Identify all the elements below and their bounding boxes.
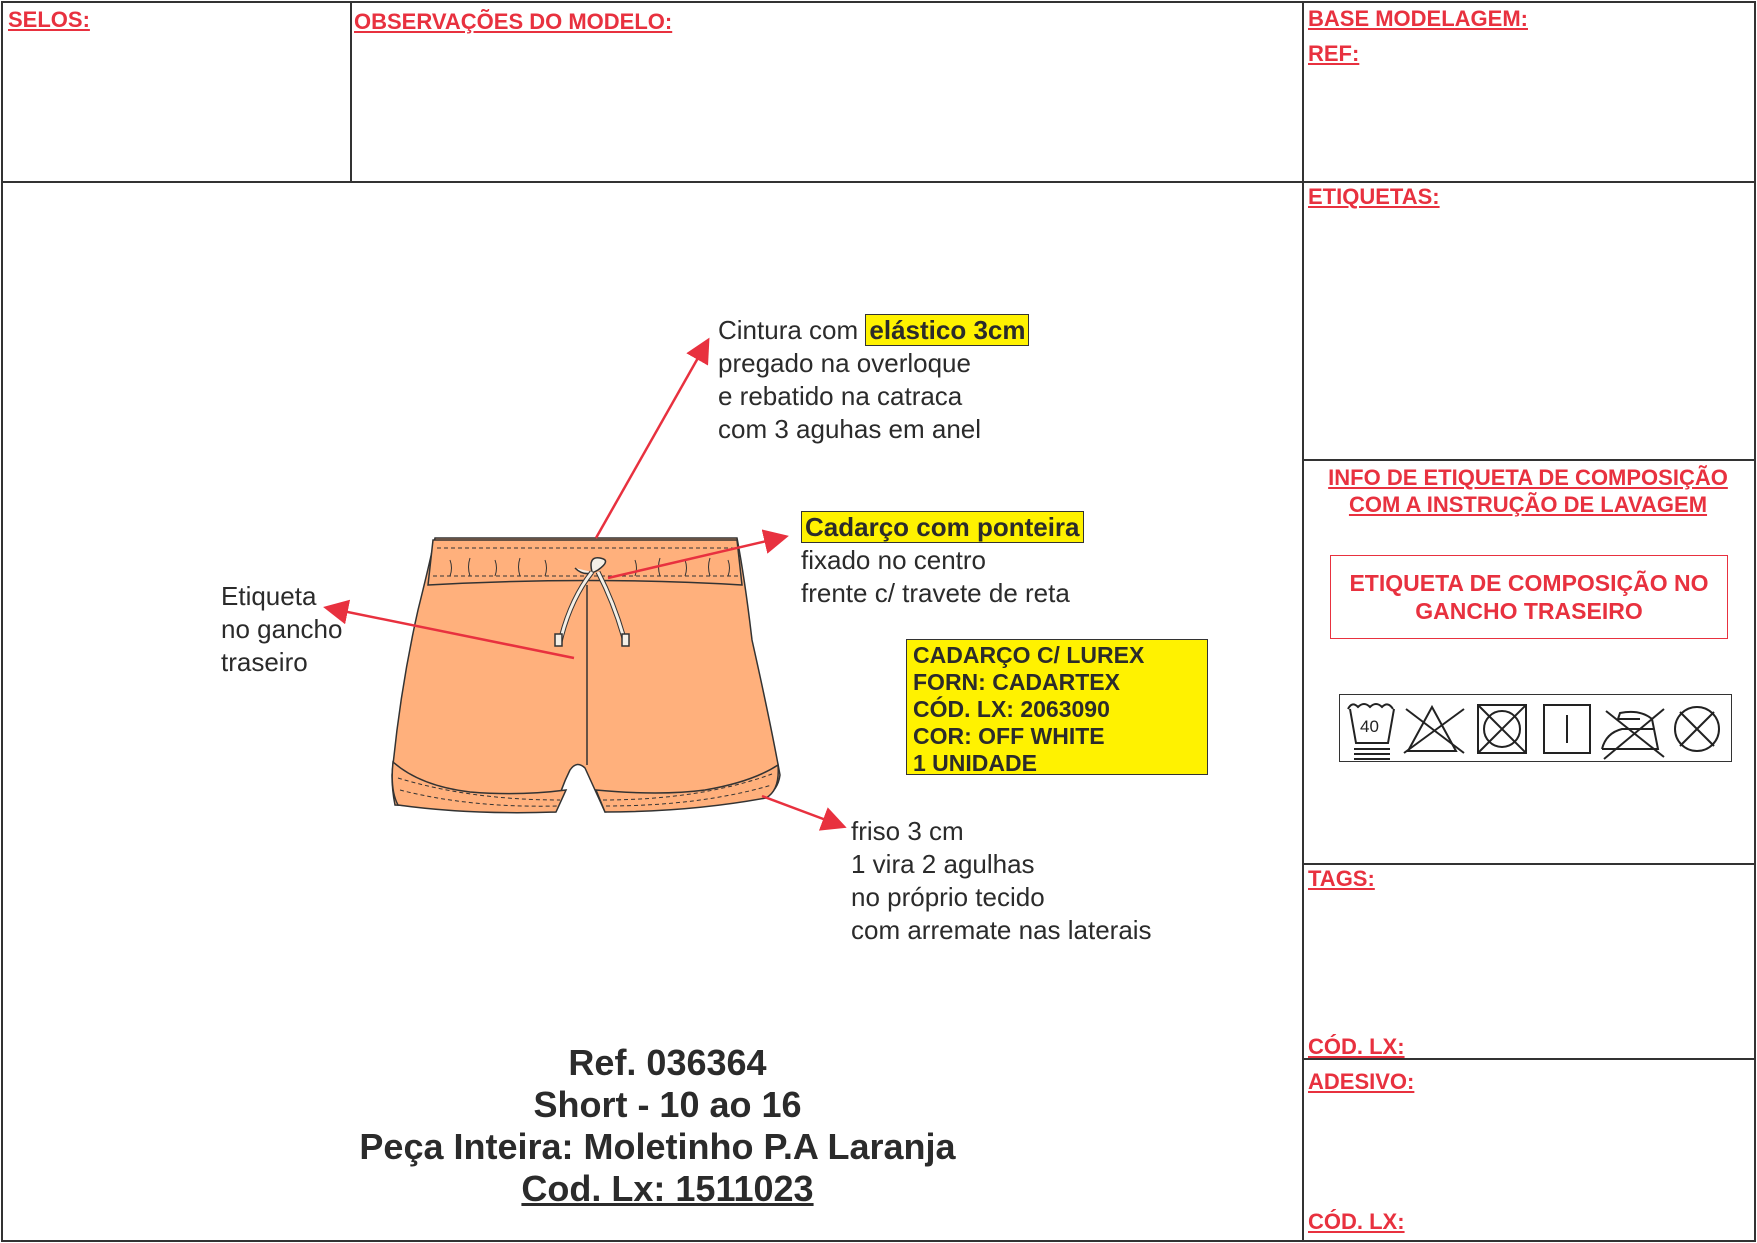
- wash-temp-text: 40: [1360, 717, 1379, 736]
- border-right: [1754, 1, 1756, 1242]
- selos-label: SELOS:: [8, 7, 90, 32]
- product-code: Cod. Lx: 1511023: [521, 1168, 814, 1209]
- divider-side: [1302, 1, 1304, 1242]
- note-cadarco-line1: [801, 511, 1084, 544]
- note-friso-line3: no próprio tecido: [851, 882, 1045, 912]
- trim-line3: CÓD. LX: 2063090: [913, 696, 1110, 722]
- note-etiqueta-line2: no gancho: [221, 614, 343, 644]
- no-bleach-icon: [1404, 707, 1464, 753]
- cod-lx-tags-label: CÓD. LX:: [1308, 1034, 1405, 1059]
- product-material-line: [150, 1126, 1185, 1210]
- care-symbols-svg: [1340, 695, 1733, 763]
- note-cintura-prefix: Cintura com: [718, 315, 866, 345]
- info-composicao-title: [1303, 464, 1753, 518]
- note-cadarco: [801, 511, 1084, 610]
- note-friso-line2: 1 vira 2 agulhas: [851, 849, 1035, 879]
- note-etiqueta-line1: Etiqueta: [221, 581, 317, 611]
- note-cintura-line1: [718, 314, 1029, 347]
- comp-line1: ETIQUETA DE COMPOSIÇÃO NO: [1349, 570, 1709, 596]
- ref-label: REF:: [1308, 41, 1360, 66]
- trim-info-box: [906, 639, 1208, 775]
- note-friso: [851, 815, 1152, 947]
- product-name: Short - 10 ao 16: [533, 1084, 802, 1125]
- arrow-cintura: [596, 342, 707, 538]
- divider-etiquetas: [1302, 459, 1756, 461]
- note-cintura-highlight: elástico 3cm: [865, 314, 1029, 346]
- product-ref: Ref. 036364: [568, 1042, 767, 1083]
- base-modelagem-label: BASE MODELAGEM:: [1308, 6, 1528, 31]
- note-etiqueta-line3: traseiro: [221, 647, 308, 677]
- adesivo-label: ADESIVO:: [1308, 1069, 1415, 1094]
- info-title-line2: COM A INSTRUÇÃO DE LAVAGEM: [1348, 492, 1708, 517]
- note-cadarco-line2: fixado no centro: [801, 545, 987, 575]
- line-dry-icon: [1544, 705, 1590, 753]
- no-iron-icon: [1602, 709, 1664, 759]
- note-friso-line1: friso 3 cm: [851, 816, 964, 846]
- arrow-friso: [762, 796, 842, 826]
- note-cintura-line4: com 3 aguhas em anel: [718, 414, 982, 444]
- comp-line2: GANCHO TRASEIRO: [1415, 598, 1643, 624]
- note-etiqueta: [221, 580, 342, 679]
- etiquetas-label: ETIQUETAS:: [1308, 184, 1440, 209]
- cod-lx-adesivo-label: CÓD. LX:: [1308, 1209, 1405, 1234]
- no-tumble-dry-icon: [1478, 705, 1526, 753]
- product-reference: [150, 1042, 1185, 1210]
- note-cadarco-line3: frente c/ travete de reta: [801, 578, 1070, 608]
- divider-info: [1302, 863, 1756, 865]
- trim-line5: 1 UNIDADE: [913, 750, 1037, 776]
- care-symbols-strip: [1339, 694, 1732, 762]
- note-cintura: [718, 314, 1029, 446]
- info-title-line1: INFO DE ETIQUETA DE COMPOSIÇÃO: [1328, 465, 1728, 490]
- trim-line4: COR: OFF WHITE: [913, 723, 1105, 749]
- note-cintura-line2: pregado na overloque: [718, 348, 971, 378]
- note-cadarco-highlight: Cadarço com ponteira: [801, 511, 1084, 543]
- observacoes-label: OBSERVAÇÕES DO MODELO:: [354, 9, 673, 34]
- trim-line1: CADARÇO C/ LUREX: [913, 642, 1145, 668]
- note-friso-line4: com arremate nas laterais: [851, 915, 1152, 945]
- product-material: Peça Inteira: Moletinho P.A Laranja: [359, 1126, 976, 1167]
- note-cintura-line3: e rebatido na catraca: [718, 381, 963, 411]
- tags-label: TAGS:: [1308, 866, 1375, 891]
- composition-label-box: [1330, 555, 1728, 639]
- no-dry-clean-icon: [1675, 707, 1719, 751]
- trim-line2: FORN: CADARTEX: [913, 669, 1120, 695]
